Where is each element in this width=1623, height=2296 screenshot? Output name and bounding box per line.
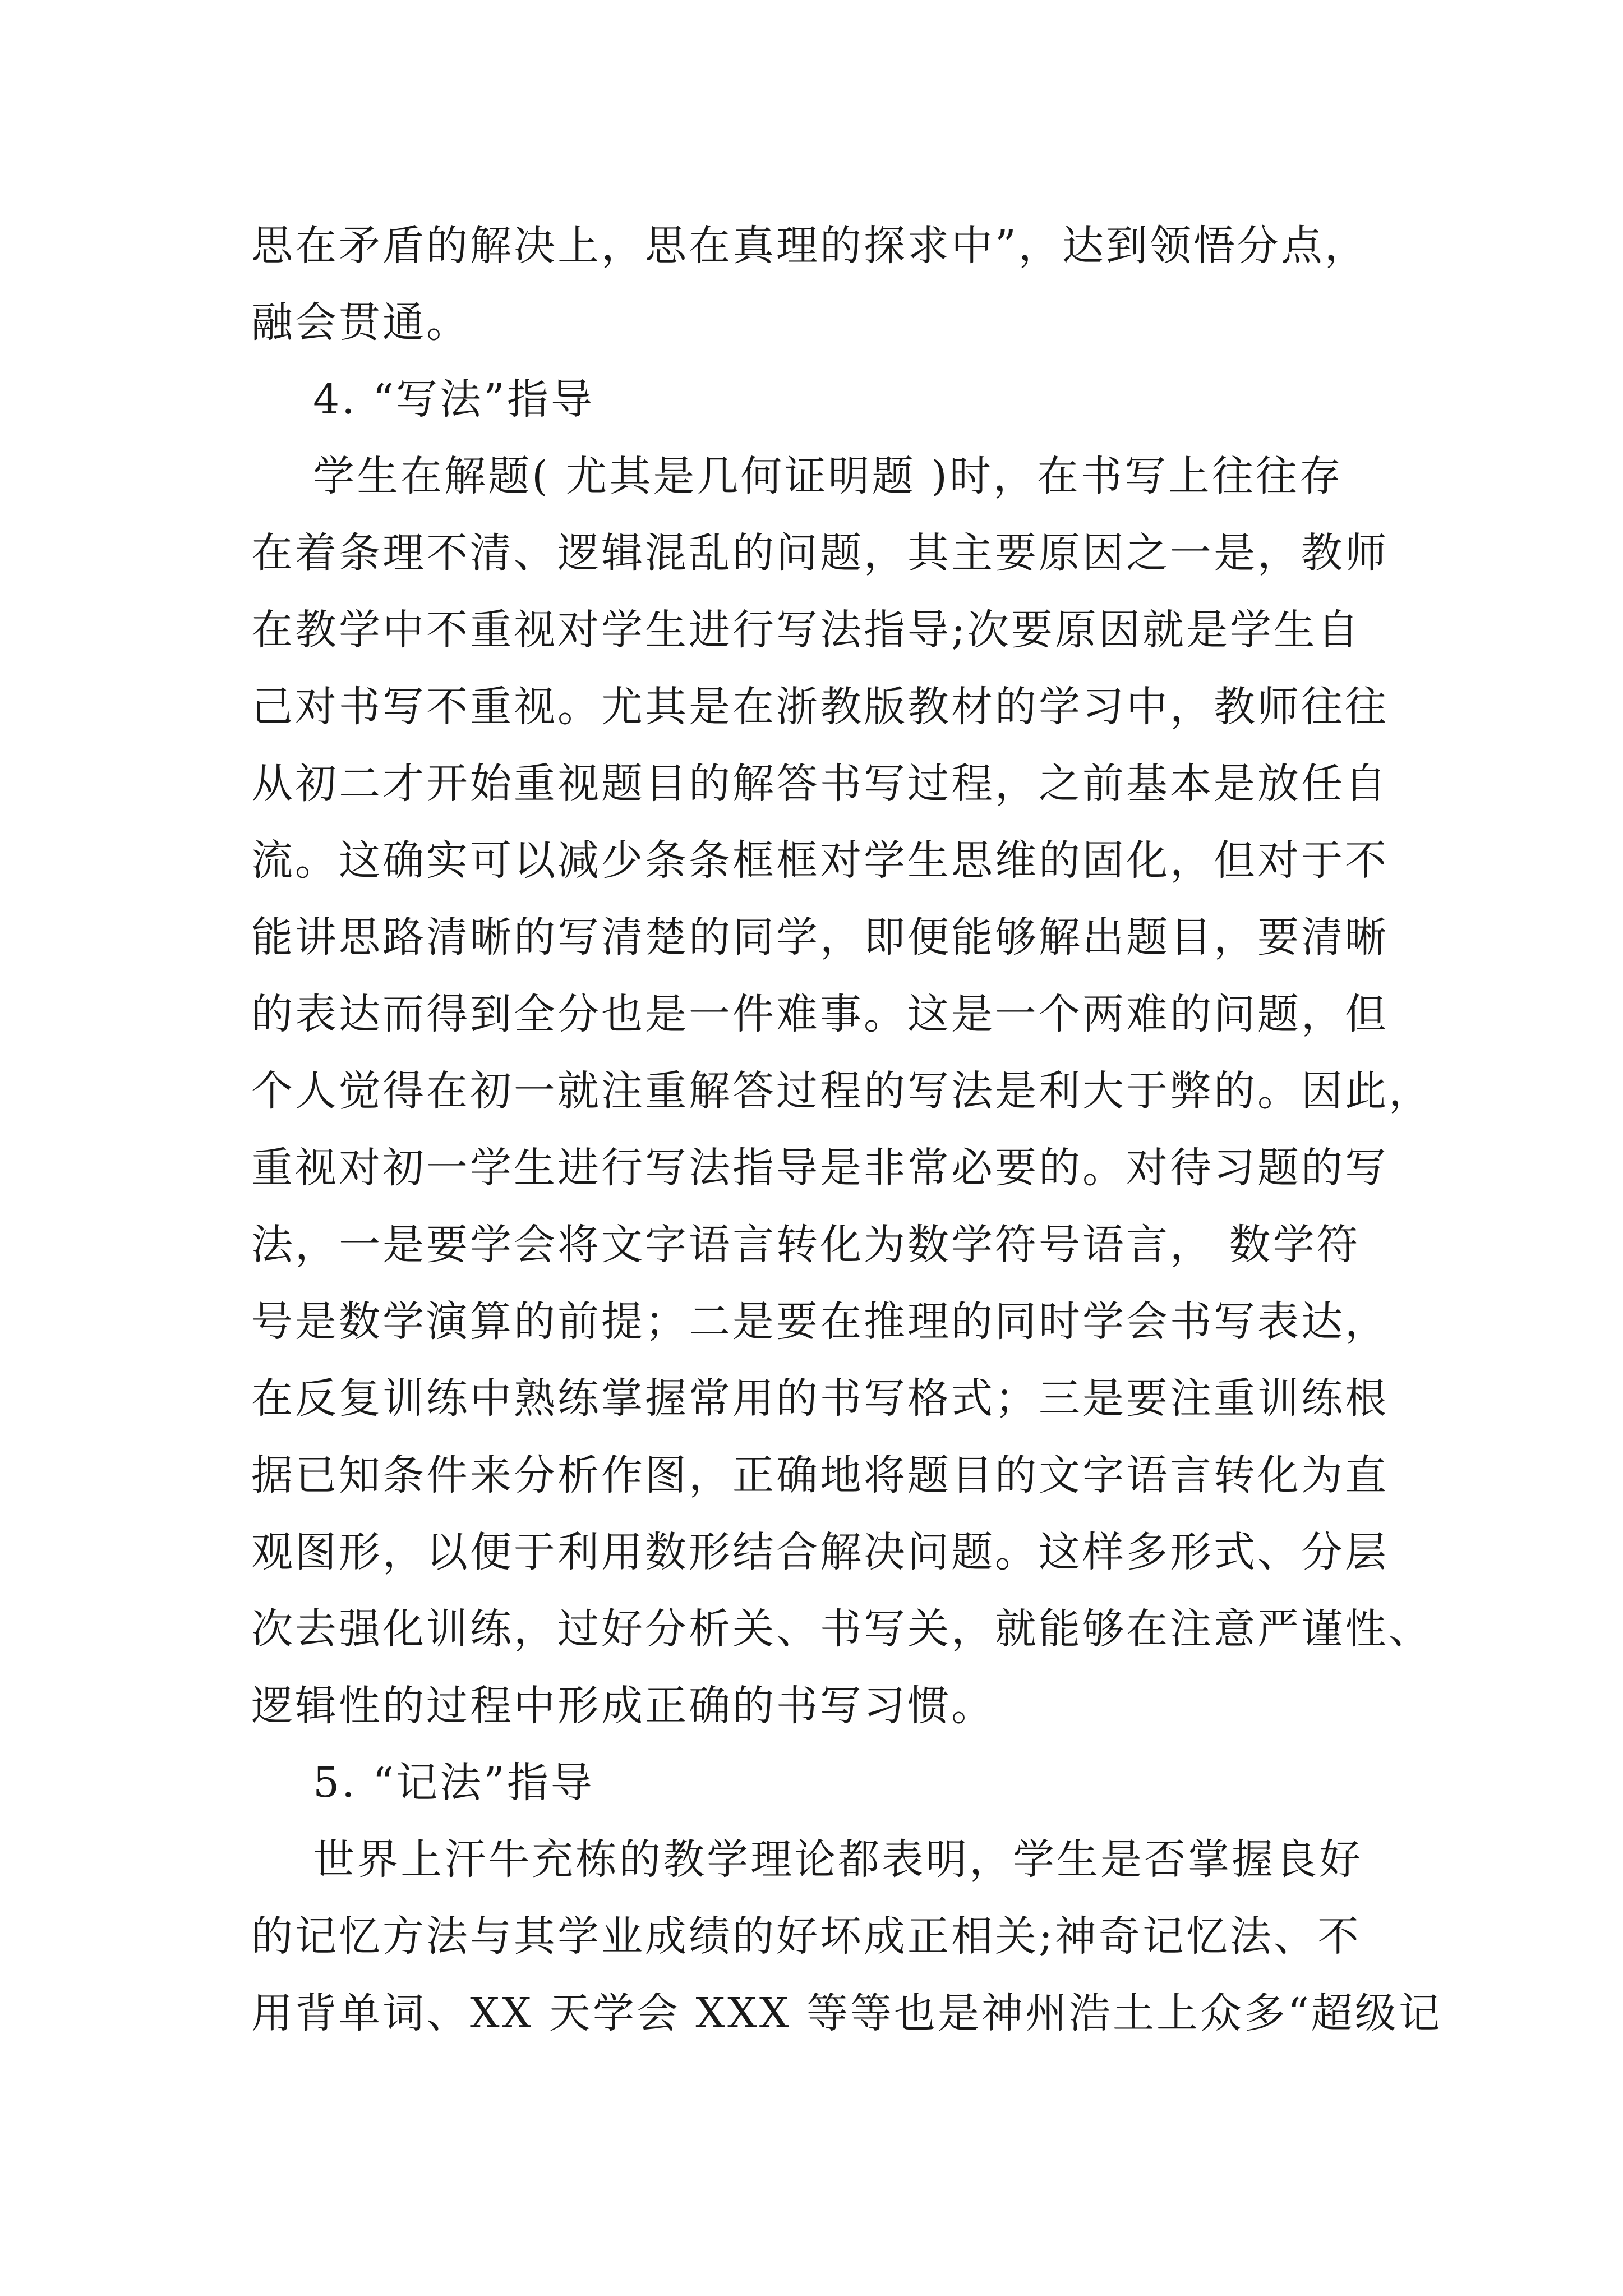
section-heading: 4. “写法”指导 <box>251 375 594 424</box>
text-line: 从初二才开始重视题目的解答书写过程，之前基本是放任自 <box>251 760 1389 808</box>
text-line: 用背单词、XX 天学会 XXX 等等也是神州浩土上众多“超级记 <box>251 1989 1442 2037</box>
text-line: 的表达而得到全分也是一件难事。这是一个两难的问题，但 <box>251 990 1389 1038</box>
text-line: 能讲思路清晰的写清楚的同学，即便能够解出题目，要清晰 <box>251 913 1389 961</box>
text-line: 在着条理不清、逻辑混乱的问题，其主要原因之一是，教师 <box>251 529 1389 577</box>
text-line: 世界上汗牛充栋的教学理论都表明，学生是否掌握良好 <box>251 1835 1363 1884</box>
text-line: 己对书写不重视。尤其是在浙教版教材的学习中，教师往往 <box>251 683 1389 731</box>
text-line: 学生在解题( 尤其是几何证明题 )时，在书写上往往存 <box>251 452 1343 500</box>
section-heading: 5. “记法”指导 <box>251 1759 594 1807</box>
text-line: 在教学中不重视对学生进行写法指导;次要原因就是学生自 <box>251 606 1361 654</box>
text-line: 据已知条件来分析作图，正确地将题目的文字语言转化为直 <box>251 1451 1389 1499</box>
text-line: 号是数学演算的前提；二是要在推理的同时学会书写表达， <box>251 1297 1389 1346</box>
text-line: 法，一是要学会将文字语言转化为数学符号语言， 数学符 <box>251 1221 1361 1269</box>
text-line: 观图形，以便于利用数形结合解决问题。这样多形式、分层 <box>251 1528 1389 1576</box>
text-line: 融会贯通。 <box>251 298 470 347</box>
text-line: 的记忆方法与其学业成绩的好坏成正相关;神奇记忆法、不 <box>251 1912 1361 1961</box>
text-line: 重视对初一学生进行写法指导是非常必要的。对待习题的写 <box>251 1144 1389 1192</box>
text-line: 在反复训练中熟练掌握常用的书写格式；三是要注重训练根 <box>251 1374 1389 1423</box>
text-line: 次去强化训练，过好分析关、书写关，就能够在注意严谨性、 <box>251 1605 1432 1653</box>
text-line: 流。这确实可以减少条条框框对学生思维的固化，但对于不 <box>251 836 1389 885</box>
text-line: 逻辑性的过程中形成正确的书写习惯。 <box>251 1682 995 1730</box>
text-line: 个人觉得在初一就注重解答过程的写法是利大于弊的。因此， <box>251 1067 1432 1115</box>
text-line: 思在矛盾的解决上，思在真理的探求中”，达到领悟分点， <box>251 222 1368 270</box>
body-text <box>251 208 1442 2052</box>
